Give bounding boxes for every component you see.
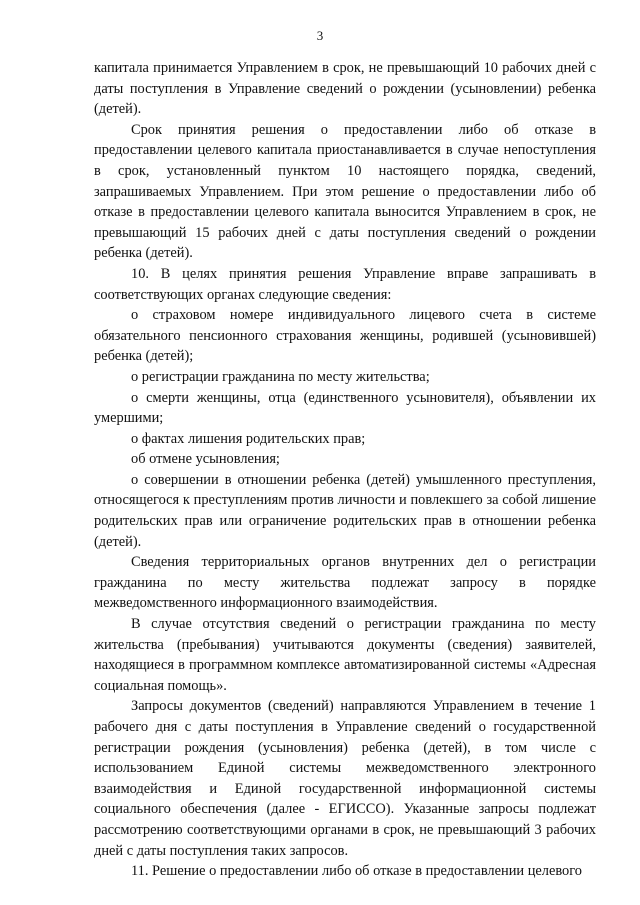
paragraph: В случае отсутствия сведений о регистрации гражданина по месту жительства (пребывания) учитываются документы (сведения) заявителей, находящиеся в программном комплексе автоматизированной системы «Адресная социальная помощь». (94, 616, 596, 694)
paragraph: 10. В целях принятия решения Управление вправе запрашивать в соответствующих органах следующие сведения: (94, 265, 596, 303)
paragraph: о страховом номере индивидуального лицевого счета в системе обязательного пенсионного страхования женщины, родившей (усыновившей) ребенка (детей); (94, 307, 596, 365)
paragraph: Срок принятия решения о предоставлении либо об отказе в предоставлении целевого капитала приостанавливается в случае непоступления в срок, установленный пунктом 10 настоящего порядка, сведений, запрашиваемых Управлением. При этом решение о предоставлении либо об отказе в предоставлении целевого капитала выносится Управлением в срок, не превышающий 15 рабочих дней с даты поступления сведений о рождении ребенка (детей). (94, 121, 596, 262)
paragraph: о смерти женщины, отца (единственного усыновителя), объявлении их умершими; (94, 389, 596, 427)
paragraph: капитала принимается Управлением в срок, не превышающий 10 рабочих дней с даты поступления в Управление сведений о рождении (усыновлении) ребенка (детей). (94, 60, 596, 118)
paragraph: об отмене усыновления; (131, 451, 280, 468)
paragraph: Сведения территориальных органов внутренних дел о регистрации гражданина по месту жительства подлежат запросу в порядке межведомственного информационного взаимодействия. (94, 554, 596, 612)
paragraph: о регистрации гражданина по месту жительства; (131, 368, 430, 385)
page-number: 3 (316, 28, 324, 43)
paragraph: о фактах лишения родительских прав; (131, 430, 366, 447)
document-body (94, 58, 596, 882)
paragraph: 11. Решение о предоставлении либо об отказе в предоставлении целевого (131, 863, 582, 880)
paragraph: Запросы документов (сведений) направляются Управлением в течение 1 рабочего дня с даты поступления в Управление сведений о государственной регистрации рождения (усыновления) ребенка (детей), в том числе с использованием Единой системы межведомственного электронного взаимодействия и Единой государственной информационной системы социального обеспечения (далее - ЕГИССО). Указанные запросы подлежат рассмотрению соответствующими органами в срок, не превышающий 3 рабочих дней с даты поступления таких запросов. (94, 698, 596, 859)
paragraph: о совершении в отношении ребенка (детей) умышленного преступления, относящегося к преступлениям против личности и повлекшего за собой лишение родительских прав или ограничение родительских прав в отношении ребенка (детей). (94, 471, 596, 550)
